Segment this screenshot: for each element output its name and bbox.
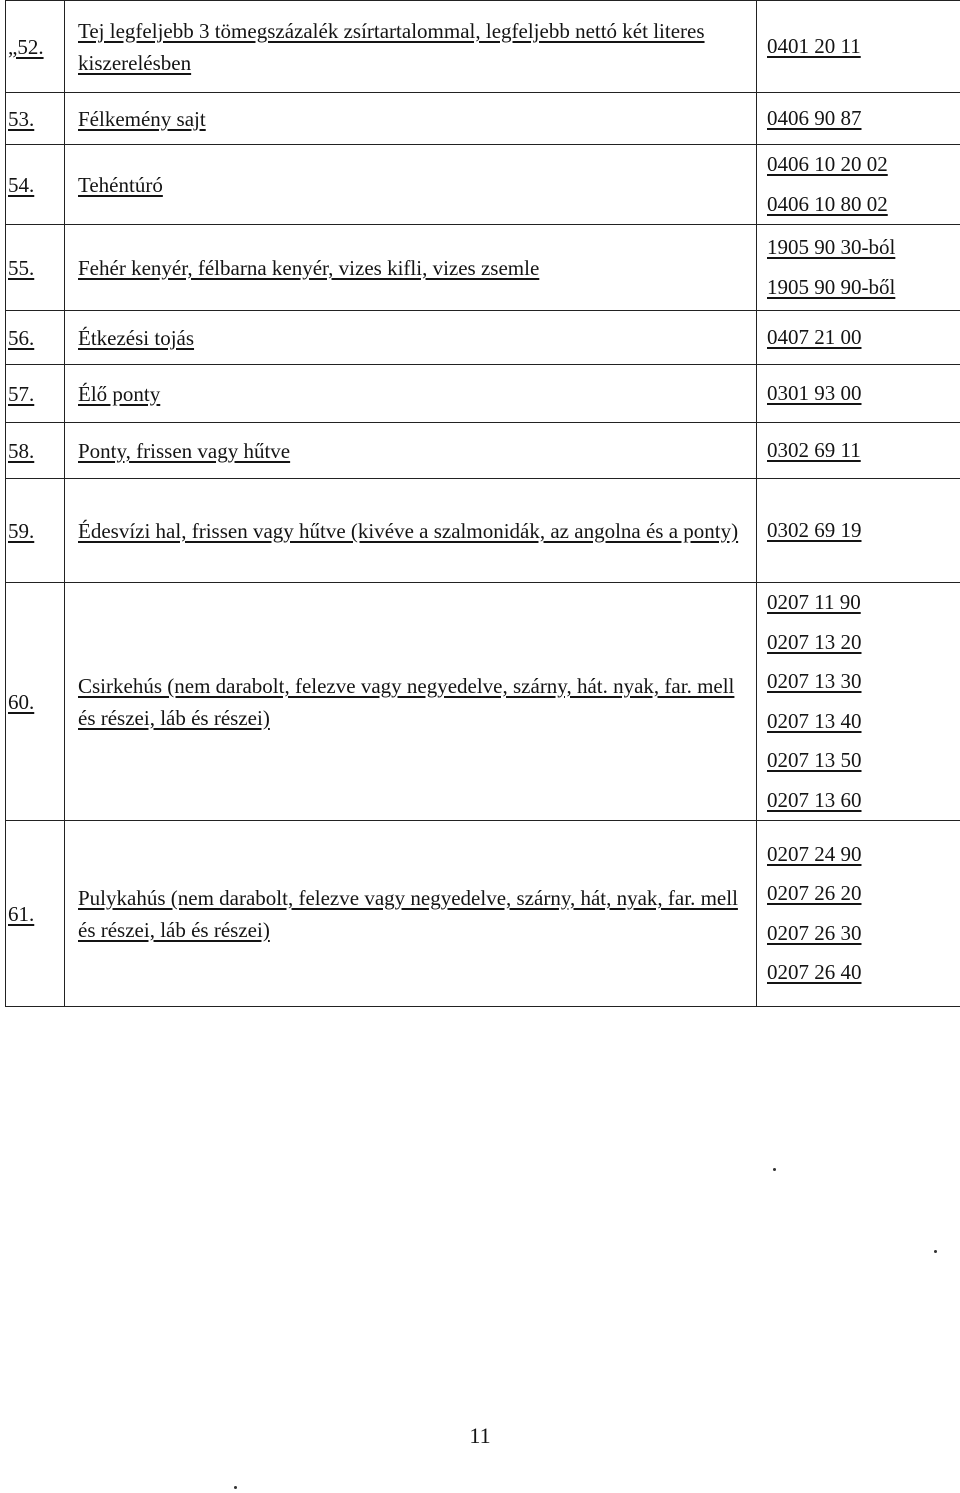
row-number: 53. [6,93,65,145]
product-name: Pulykahús (nem darabolt, felezve vagy negyedelve, szárny, hát, nyak, far. mell és részei, láb és részei) [65,821,757,1007]
row-number: „52. [6,1,65,93]
row-number: 57. [6,365,65,423]
customs-code: 0207 13 50 [767,748,862,772]
table-row [6,365,960,423]
customs-code: 0301 93 00 [767,380,862,405]
customs-codes [757,821,960,1007]
customs-code: 0207 26 30 [767,920,862,945]
table-row [6,311,960,365]
customs-code: 0207 26 40 [767,960,862,984]
scan-speck [934,1250,937,1253]
customs-codes [757,365,960,423]
product-name: Ponty, frissen vagy hűtve [65,423,757,479]
customs-codes [757,423,960,479]
table-row [6,1,960,93]
row-number: 58. [6,423,65,479]
scan-speck [773,1168,776,1171]
customs-codes [757,311,960,365]
customs-codes [757,1,960,93]
customs-code: 0302 69 11 [767,437,861,462]
customs-codes [757,145,960,225]
product-name: Édesvízi hal, frissen vagy hűtve (kivéve a szalmonidák, az angolna és a ponty) [65,479,757,583]
table-row [6,821,960,1007]
customs-codes [757,583,960,821]
row-number: 59. [6,479,65,583]
product-name: Tehéntúró [65,145,757,225]
customs-codes [757,93,960,145]
product-name: Élő ponty [65,365,757,423]
scan-speck [234,1486,237,1489]
customs-code: 1905 90 30-ból [767,235,896,259]
customs-code: 0401 20 11 [767,33,861,58]
product-name: Étkezési tojás [65,311,757,365]
product-name: Csirkehús (nem darabolt, felezve vagy negyedelve, szárny, hát. nyak, far. mell és részei, láb és részei) [65,583,757,821]
row-number: 56. [6,311,65,365]
customs-code: 1905 90 90-ből [767,274,896,299]
customs-code: 0207 13 20 [767,629,862,654]
customs-code: 0406 10 20 02 [767,152,888,176]
customs-code: 0207 13 60 [767,787,862,812]
customs-code: 0207 13 30 [767,669,862,693]
customs-code: 0207 11 90 [767,590,861,614]
table-row [6,225,960,311]
customs-code: 0207 24 90 [767,841,862,866]
product-name: Fehér kenyér, félbarna kenyér, vizes kifli, vizes zsemle [65,225,757,311]
customs-code: 0407 21 00 [767,324,862,349]
product-table [5,0,960,1007]
customs-code: 0406 90 87 [767,105,862,130]
table-row [6,583,960,821]
row-number: 55. [6,225,65,311]
table-row [6,145,960,225]
customs-code: 0207 13 40 [767,708,862,733]
customs-codes [757,479,960,583]
row-number: 54. [6,145,65,225]
product-name: Tej legfeljebb 3 tömegszázalék zsírtartalommal, legfeljebb nettó két literes kiszerelésben [65,1,757,93]
customs-code: 0207 26 20 [767,881,862,905]
row-number: 61. [6,821,65,1007]
row-number: 60. [6,583,65,821]
table-row [6,423,960,479]
customs-codes [757,225,960,311]
table-row [6,93,960,145]
product-name: Félkemény sajt [65,93,757,145]
customs-code: 0302 69 19 [767,517,862,542]
page-number: 11 [469,1423,491,1448]
customs-code: 0406 10 80 02 [767,191,888,216]
table-row [6,479,960,583]
